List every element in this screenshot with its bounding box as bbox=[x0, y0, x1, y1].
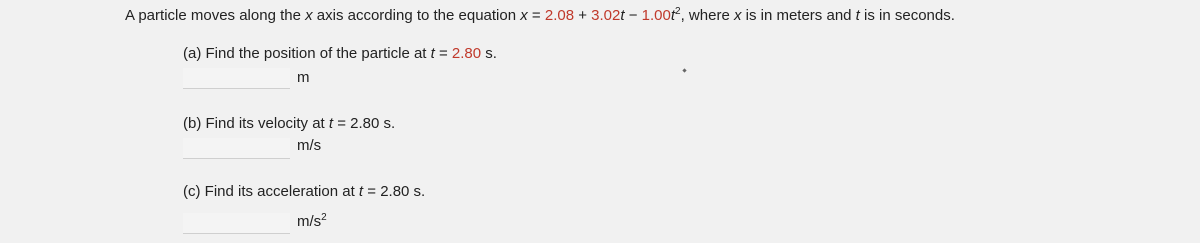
part-b-answer-input[interactable] bbox=[183, 138, 290, 159]
part-a-unit-text: m bbox=[297, 69, 310, 86]
part-b-variable: t bbox=[328, 115, 334, 132]
part-b-time-value: 2.80 bbox=[350, 115, 380, 132]
part-c-equals: = bbox=[363, 183, 381, 200]
part-b-equals: = bbox=[333, 115, 351, 132]
part-c-suffix: s. bbox=[409, 183, 426, 200]
mouse-pointer-mark bbox=[682, 68, 686, 72]
part-b-prefix: (b) Find its velocity at bbox=[183, 115, 329, 132]
equation-variable-x: x bbox=[520, 7, 528, 24]
part-c-variable: t bbox=[358, 183, 364, 200]
part-c-prompt bbox=[183, 183, 425, 200]
part-a-equals: = bbox=[434, 45, 452, 62]
part-a-suffix: s. bbox=[481, 45, 497, 62]
part-b-unit-text: m/s bbox=[297, 137, 322, 154]
variable-t-units: t bbox=[855, 7, 860, 24]
part-a-variable: t bbox=[430, 45, 435, 62]
coefficient-linear: 3.02 bbox=[591, 7, 621, 24]
part-a-time-value: 2.80 bbox=[451, 45, 482, 62]
part-a-prompt bbox=[183, 45, 497, 62]
equals-sign: = bbox=[527, 7, 545, 24]
equation-variable-t: t bbox=[620, 7, 625, 24]
part-a-prefix: (a) Find the position of the particle at bbox=[183, 45, 431, 62]
coefficient-constant: 2.08 bbox=[544, 7, 575, 24]
part-a-answer-input[interactable] bbox=[183, 68, 290, 89]
part-c-unit-exponent: 2 bbox=[321, 212, 327, 223]
minus-sign: − bbox=[624, 7, 642, 24]
question-text bbox=[125, 7, 955, 24]
exponent: 2 bbox=[675, 6, 681, 17]
equation-variable-t-squared: t bbox=[670, 7, 676, 24]
variable-x-units: x bbox=[733, 7, 742, 24]
variable-x: x bbox=[305, 7, 313, 24]
question-units-text: is in meters and bbox=[741, 7, 856, 24]
part-c-prefix: (c) Find its acceleration at bbox=[183, 183, 359, 200]
part-b-prompt bbox=[183, 115, 395, 132]
part-b-unit bbox=[297, 137, 321, 154]
question-after: , where bbox=[680, 7, 734, 24]
part-c-answer-input[interactable] bbox=[183, 213, 290, 234]
coefficient-quadratic: 1.00 bbox=[641, 7, 671, 24]
part-c-unit bbox=[297, 213, 327, 230]
question-mid: axis according to the equation bbox=[312, 7, 521, 24]
part-b-suffix: s. bbox=[379, 115, 396, 132]
part-a-unit bbox=[297, 69, 310, 86]
question-tail: is in seconds. bbox=[859, 7, 955, 24]
part-c-unit-text: m/s bbox=[297, 213, 322, 230]
plus-sign: + bbox=[574, 7, 592, 24]
part-c-time-value: 2.80 bbox=[380, 183, 410, 200]
question-lead: A particle moves along the bbox=[125, 7, 306, 24]
